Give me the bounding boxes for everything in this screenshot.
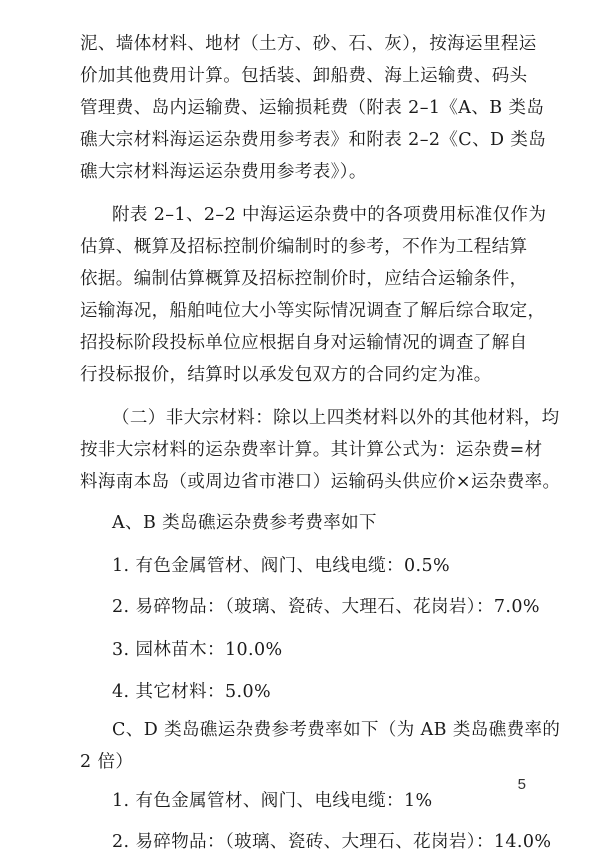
ab-rate-item: 2. 易碎物品：（玻璃、瓷砖、大理石、花岗岩）：7.0% xyxy=(112,597,540,617)
ab-rate-item: 4. 其它材料：5.0% xyxy=(112,682,272,702)
body-text-line: 运输海况，船舶吨位大小等实际情况调查了解后综合取定， xyxy=(80,301,546,321)
ab-rate-item: 1. 有色金属管材、阀门、电线电缆：0.5% xyxy=(112,556,451,576)
ab-rate-item: 3. 园林苗木：10.0% xyxy=(112,640,283,660)
cd-rates-heading: C、D 类岛礁运杂费参考费率如下（为 AB 类岛礁费率的 xyxy=(112,720,561,740)
body-text-line: 管理费、岛内运输费、运输损耗费（附表 2–1《A、B 类岛 xyxy=(80,98,545,118)
cd-rate-item: 1. 有色金属管材、阀门、电线电缆：1% xyxy=(112,791,433,811)
page-number: 5 xyxy=(517,776,526,793)
cd-rates-heading-continued: 2 倍） xyxy=(80,752,134,772)
cd-rate-item: 2. 易碎物品：（玻璃、瓷砖、大理石、花岗岩）：14.0% xyxy=(112,832,552,852)
body-text-line: 礁大宗材料海运运杂费用参考表》）。 xyxy=(80,162,367,182)
body-text-line: 行投标报价，结算时以承发包双方的合同约定为准。 xyxy=(80,365,492,385)
body-text-line: 泥、墙体材料、地材（土方、砂、石、灰），按海运里程运 xyxy=(80,34,537,54)
body-text-line: 附表 2–1、2–2 中海运运杂费中的各项费用标准仅作为 xyxy=(112,205,547,225)
body-text-line: 料海南本岛（或周边省市港口）运输码头供应价×运杂费率。 xyxy=(80,472,561,492)
body-text-line: 招投标阶段投标单位应根据自身对运输情况的调查了解自 xyxy=(80,333,528,353)
body-text-line: 价加其他费用计算。包括装、卸船费、海上运输费、码头 xyxy=(80,66,528,86)
body-text-line: 依据。编制估算概算及招标控制价时，应结合运输条件， xyxy=(80,269,528,289)
body-text-line: （二）非大宗材料：除以上四类材料以外的其他材料，均 xyxy=(112,408,560,428)
ab-rates-heading: A、B 类岛礁运杂费参考费率如下 xyxy=(112,513,377,533)
body-text-line: 礁大宗材料海运运杂费用参考表》和附表 2–2《C、D 类岛 xyxy=(80,130,547,150)
body-text-line: 按非大宗材料的运杂费率计算。其计算公式为：运杂费=材 xyxy=(80,440,543,460)
body-text-line: 估算、概算及招标控制价编制时的参考，不作为工程结算 xyxy=(80,237,528,257)
